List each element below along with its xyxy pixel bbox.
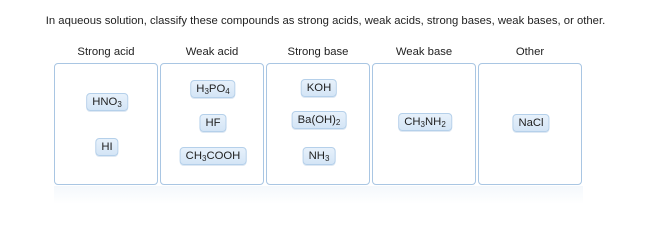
formula-text: NH	[425, 116, 442, 128]
header-other: Other	[515, 46, 545, 58]
formula-text: CH	[404, 116, 421, 128]
formula-text: HF	[205, 117, 221, 129]
compound-chip-hno3[interactable]	[86, 93, 128, 111]
header-strong-acid: Strong acid	[77, 46, 135, 58]
compound-chip-nacl[interactable]	[512, 114, 549, 132]
compound-chip-koh[interactable]	[301, 79, 337, 97]
formula-text: HI	[101, 141, 113, 153]
header-weak-base: Weak base	[395, 46, 453, 58]
formula-subscript: 2	[335, 118, 341, 127]
bin-weak-base[interactable]	[372, 63, 476, 185]
formula-text: HNO	[92, 96, 118, 108]
instruction-text: In aqueous solution, classify these compounds as strong acids, weak acids, strong bases, weak bases, or other.	[45, 15, 606, 27]
formula-subscript: 4	[225, 87, 230, 96]
header-strong-base: Strong base	[287, 46, 349, 58]
compound-chip-nh3[interactable]	[303, 147, 336, 165]
formula-text: KOH	[306, 82, 332, 94]
formula-text: NaCl	[518, 117, 544, 129]
compound-chip-h3po4[interactable]	[190, 80, 235, 98]
formula-text: COOH	[206, 150, 241, 162]
formula-text: NH	[308, 150, 325, 162]
formula-subscript: 2	[441, 120, 446, 129]
formula-text: CH	[185, 150, 202, 162]
compound-chip-hf[interactable]	[199, 114, 226, 132]
formula-subscript: 3	[201, 154, 207, 163]
compound-chip-ch3cooh[interactable]	[180, 147, 247, 165]
bin-strong-base[interactable]	[266, 63, 370, 185]
bins-footer-shade	[54, 186, 583, 204]
formula-subscript: 3	[204, 87, 209, 96]
compound-chip-hi[interactable]	[95, 138, 118, 156]
compound-chip-baoh2[interactable]	[292, 111, 347, 129]
bin-other[interactable]	[478, 63, 582, 185]
compound-chip-ch3nh2[interactable]	[398, 113, 452, 131]
formula-text: PO	[208, 83, 226, 95]
bin-strong-acid[interactable]	[54, 63, 158, 185]
header-weak-acid: Weak acid	[185, 46, 239, 58]
formula-text: H	[196, 83, 205, 95]
formula-subscript: 3	[117, 100, 122, 109]
formula-subscript: 3	[324, 154, 330, 163]
bin-weak-acid[interactable]	[160, 63, 264, 185]
formula-text: Ba(OH)	[297, 114, 336, 126]
formula-subscript: 3	[420, 120, 425, 129]
